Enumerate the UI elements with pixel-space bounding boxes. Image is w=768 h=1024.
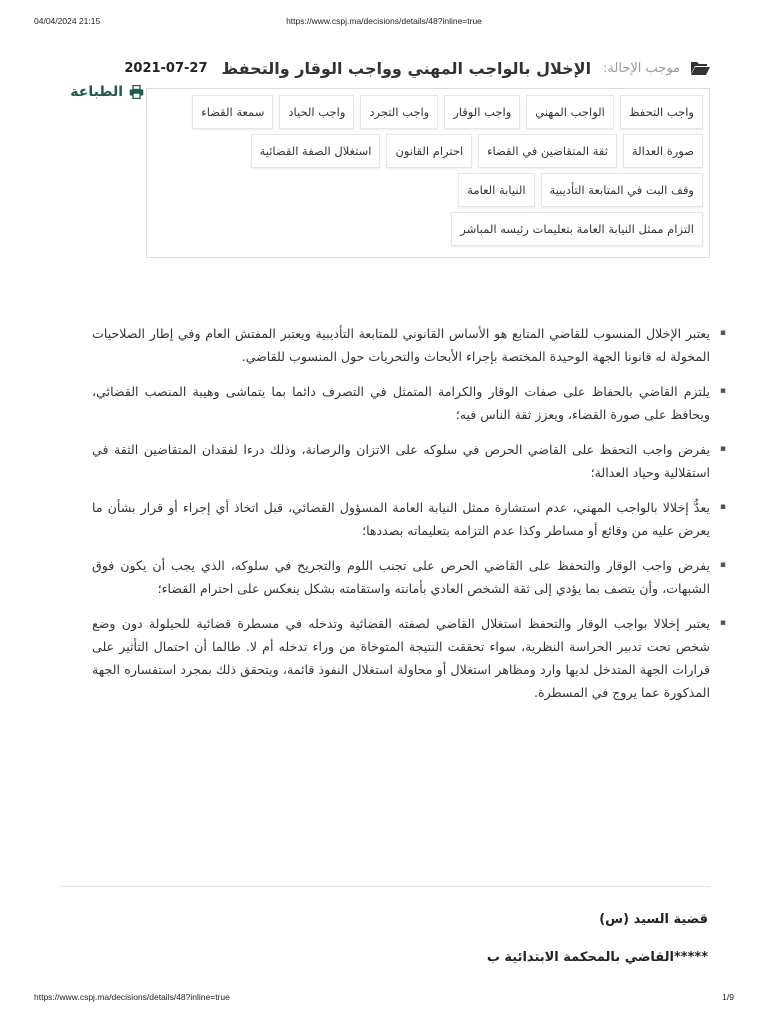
principle-item: ▪ يفرض واجب التحفظ على القاضي الحرص في سلوكه على الاتزان والرصانة، وذلك درءا لفقدان المتقاضين الثقة في استقلالية وحياد العدالة؛ — [92, 438, 710, 484]
section-divider — [60, 886, 710, 887]
principle-item: ▪ يعتبر إخلالا بواجب الوقار والتحفظ استغلال القاضي لصفته القضائية وتدخله في مسطرة قضائية للحيلولة دون وضع شخص تحت تدبير الحراسة النظرية، سواء تحققت النتيجة المتوخاة من وراء تدخله أم لا. طالما أن احتمال التأثير على قرارات الجهة المتدخل لديها وارد ومظاهر استغلال أو محاولة استغلال النفوذ قائمة، ويتحقق ذلك بمجرد استفساره الجهة المذكورة عما يروج في المسطرة. — [92, 612, 710, 704]
print-footer — [34, 992, 734, 1006]
principle-item: ▪ يفرض واجب الوقار والتحفظ على القاضي الحرص على تجنب اللوم والتجريح في سلوكه، الذي يجب أن يكون فوق الشبهات، وأن يتصف بما يؤدي إلى ثقة الشخص العادي بأمانته واستقامته بشكل ينعكس على احترام القضاء؛ — [92, 554, 710, 600]
decision-title-row — [60, 50, 710, 86]
case-title: قضية السيد (س) — [599, 912, 708, 927]
tag[interactable]: واجب التحفظ — [620, 95, 703, 129]
page-count: 1/9 — [722, 992, 734, 1002]
decision-title: الإخلال بالواجب المهني وواجب الوقار والتحفظ — [221, 58, 592, 78]
tag[interactable]: واجب التجرد — [360, 95, 438, 129]
principle-item: ▪ يعتبر الإخلال المنسوب للقاضي المتابع هو الأساس القانوني للمتابعة التأديبية ويعتبر المفتش العام وفي إطار الصلاحيات المخولة له قانونا الجهة الوحيدة المختصة بإجراء الأبحاث والتحريات حول المنسوب للقاضي. — [92, 322, 710, 368]
principle-item: ▪ يعدُّ إخلالا بالواجب المهني، عدم استشارة ممثل النيابة العامة المسؤول القضائي، قبل اتخاذ أي إجراء أو قرار بشأن ما يعرض عليه من وقائع أو مساطر وكذا عدم التزامه بتعليماته بصددها؛ — [92, 496, 710, 542]
print-datetime: 04/04/2024 21:15 — [34, 16, 101, 26]
decision-date: 2021-07-27 — [124, 60, 208, 76]
tags-box — [146, 88, 710, 258]
referral-label: موجب الإحالة: — [603, 60, 680, 76]
tag[interactable]: التزام ممثل النيابة العامة بتعليمات رئيسه المباشر — [451, 212, 703, 246]
principles-list — [92, 322, 710, 716]
decision-content — [60, 50, 710, 700]
tag[interactable]: صورة العدالة — [623, 134, 703, 168]
principle-item: ▪ يلتزم القاضي بالحفاظ على صفات الوقار والكرامة المتمثل في التصرف دائما بما يتماشى وهيبة المنصب القضائي، ويحافظ على صورة القضاء، ويعزز ثقة الناس فيه؛ — [92, 380, 710, 426]
tag[interactable]: واجب الوقار — [444, 95, 520, 129]
tag[interactable]: الواجب المهني — [526, 95, 614, 129]
tag[interactable]: ثقة المتقاضين في القضاء — [478, 134, 617, 168]
tag-row — [153, 134, 703, 168]
print-url: https://www.cspj.ma/decisions/details/48?inline=true — [286, 16, 482, 26]
printer-icon — [129, 85, 144, 99]
tag-row — [153, 212, 703, 246]
tag[interactable]: احترام القانون — [386, 134, 472, 168]
tag[interactable]: استغلال الصفة القضائية — [251, 134, 381, 168]
print-label: الطباعة — [70, 84, 123, 100]
folder-open-icon — [690, 60, 710, 76]
tag[interactable]: واجب الحياد — [279, 95, 354, 129]
footer-url: https://www.cspj.ma/decisions/details/48?inline=true — [34, 992, 230, 1002]
print-button[interactable] — [70, 84, 144, 100]
tag[interactable]: سمعة القضاء — [192, 95, 273, 129]
print-header — [34, 16, 734, 30]
tag[interactable]: وقف البت في المتابعة التأديبية — [541, 173, 703, 207]
tag[interactable]: النيابة العامة — [458, 173, 534, 207]
court-line: القاضي بالمحكمة الابتدائية ب***** — [486, 950, 708, 965]
tag-row — [153, 95, 703, 129]
tag-row — [153, 173, 703, 207]
